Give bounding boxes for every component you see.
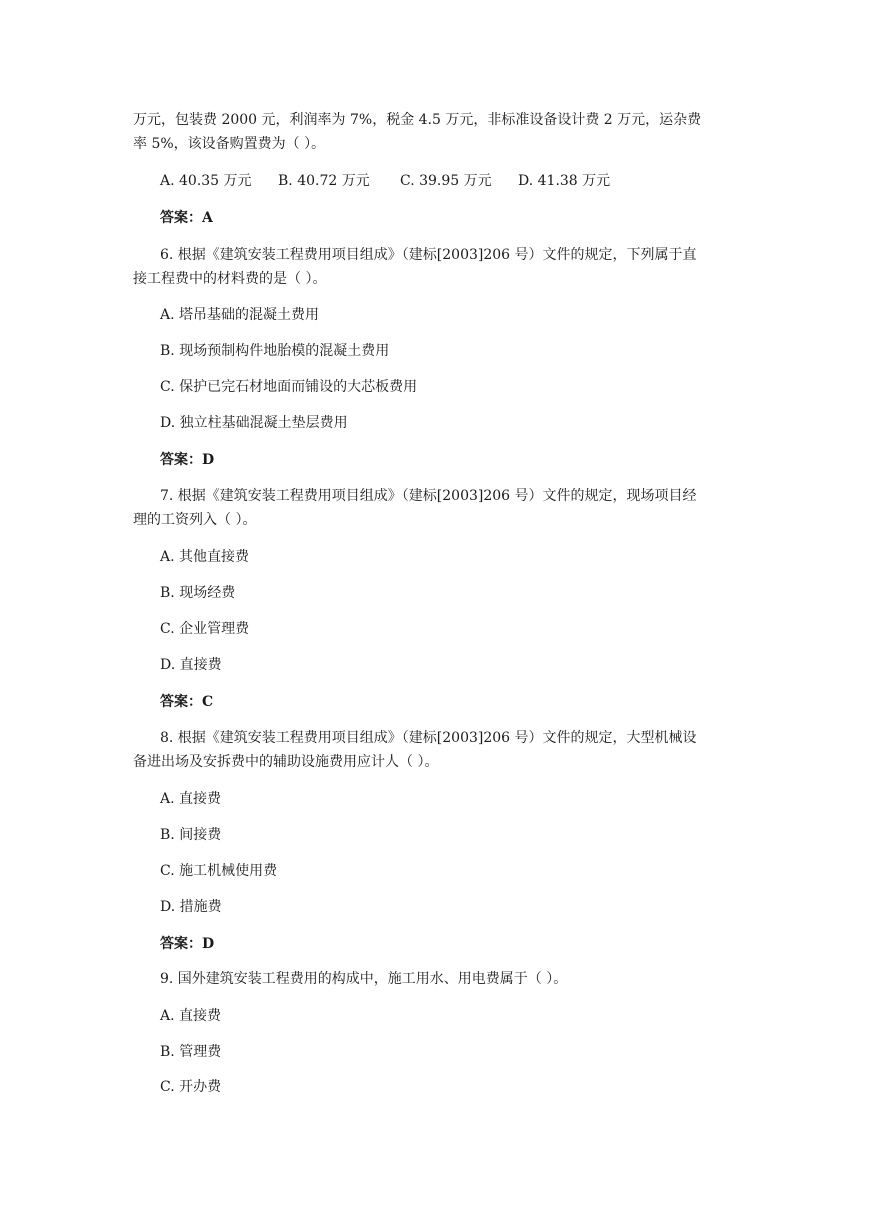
q5-answer: 答案：A bbox=[160, 210, 213, 226]
q9-option-b: B. 管理费 bbox=[160, 1044, 222, 1060]
q5-option-a: A. 40.35 万元 bbox=[160, 173, 252, 189]
q5-option-b: B. 40.72 万元 bbox=[278, 173, 370, 189]
q6-option-b: B. 现场预制构件地胎模的混凝土费用 bbox=[160, 343, 390, 359]
q9-option-c: C. 开办费 bbox=[160, 1079, 222, 1095]
q9-stem-line1: 9. 国外建筑安装工程费用的构成中，施工用水、用电费属于（ ）。 bbox=[160, 971, 568, 987]
q8-option-a: A. 直接费 bbox=[160, 791, 222, 807]
q8-answer: 答案：D bbox=[160, 936, 215, 952]
q7-option-d: D. 直接费 bbox=[160, 657, 222, 673]
q7-stem-line1: 7. 根据《建筑安装工程费用项目组成》（建标[2003]206 号）文件的规定，现场项目经 bbox=[160, 488, 697, 504]
q5-options bbox=[160, 171, 610, 191]
q6-option-a: A. 塔吊基础的混凝土费用 bbox=[160, 307, 320, 323]
q7-option-c: C. 企业管理费 bbox=[160, 621, 250, 637]
q5-option-c: C. 39.95 万元 bbox=[400, 173, 492, 189]
q6-option-d: D. 独立柱基础混凝土垫层费用 bbox=[160, 415, 348, 431]
q8-stem-line2: 备进出场及安拆费中的辅助设施费用应计人（ ）。 bbox=[133, 754, 439, 770]
q5-option-d: D. 41.38 万元 bbox=[518, 173, 611, 189]
q7-option-a: A. 其他直接费 bbox=[160, 549, 250, 565]
q9-option-a: A. 直接费 bbox=[160, 1008, 222, 1024]
q6-option-c: C. 保护已完石材地面而铺设的大芯板费用 bbox=[160, 379, 418, 395]
q8-option-c: C. 施工机械使用费 bbox=[160, 863, 278, 879]
q7-answer: 答案：C bbox=[160, 694, 214, 710]
q5-stem-continued-line1: 万元，包装费 2000 元，利润率为 7%，税金 4.5 万元，非标准设备设计费 2 万元，运杂费 bbox=[133, 112, 702, 128]
q7-stem-line2: 理的工资列入（ ）。 bbox=[133, 512, 257, 528]
q7-option-b: B. 现场经费 bbox=[160, 585, 236, 601]
q5-stem-continued-line2: 率 5%，该设备购置费为（ ）。 bbox=[133, 136, 326, 152]
q8-option-d: D. 措施费 bbox=[160, 899, 222, 915]
q8-option-b: B. 间接费 bbox=[160, 827, 222, 843]
q6-stem-line1: 6. 根据《建筑安装工程费用项目组成》（建标[2003]206 号）文件的规定，下列属于直 bbox=[160, 247, 697, 263]
q8-stem-line1: 8. 根据《建筑安装工程费用项目组成》（建标[2003]206 号）文件的规定，大型机械设 bbox=[160, 730, 697, 746]
q6-stem-line2: 接工程费中的材料费的是（ ）。 bbox=[133, 271, 327, 287]
q6-answer: 答案：D bbox=[160, 452, 215, 468]
